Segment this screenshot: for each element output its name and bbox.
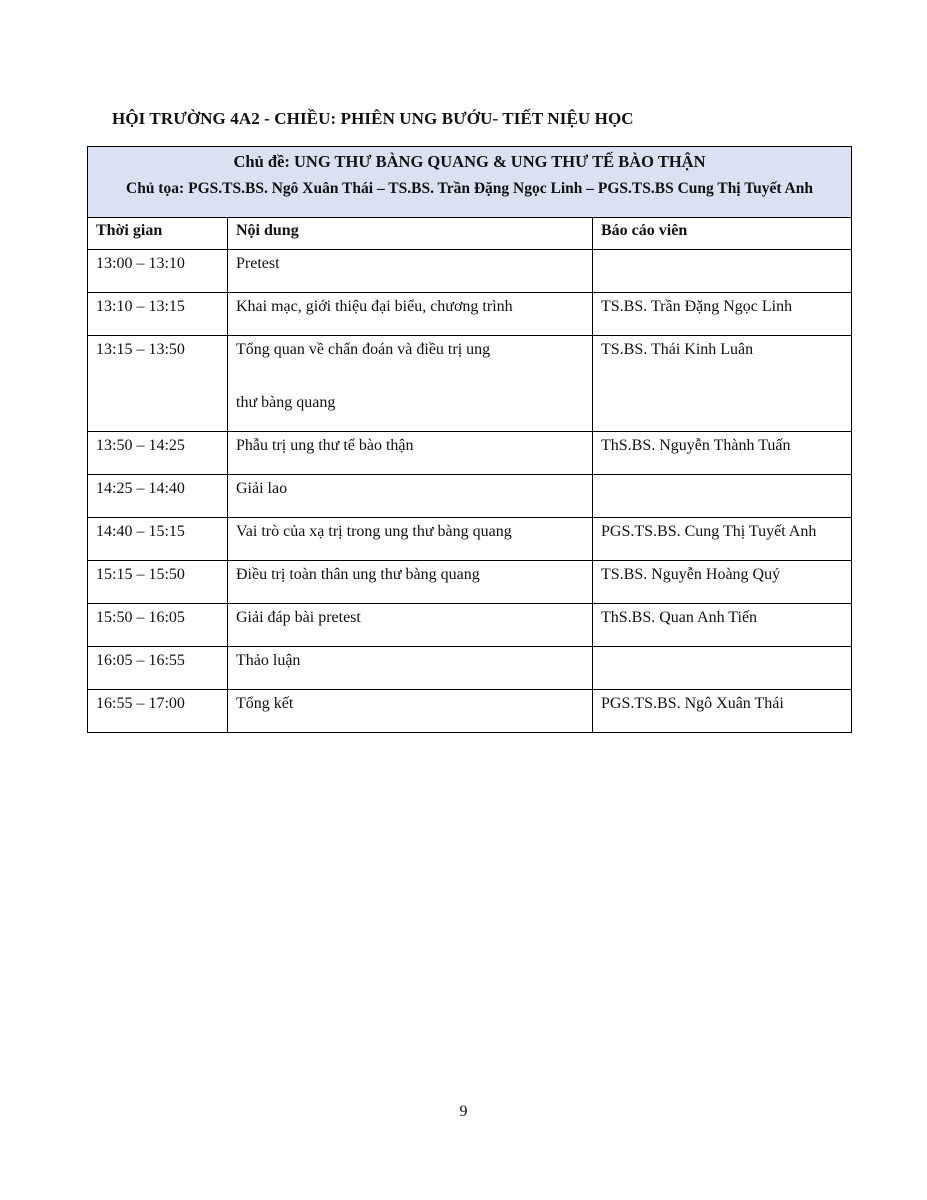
time-cell: 16:55 – 17:00 [88, 690, 228, 733]
content-cell: Pretest [228, 250, 593, 293]
speaker-cell [593, 647, 852, 690]
schedule-table [87, 146, 852, 733]
time-cell: 13:00 – 13:10 [88, 250, 228, 293]
content-cell: Giải lao [228, 475, 593, 518]
content-cell: Phẫu trị ung thư tế bào thận [228, 432, 593, 475]
speaker-cell: ThS.BS. Nguyễn Thành Tuấn [593, 432, 852, 475]
content-cell: Giải đáp bài pretest [228, 604, 593, 647]
chairs-names: PGS.TS.BS. Ngô Xuân Thái – TS.BS. Trần Đặng Ngọc Linh – PGS.TS.BS Cung Thị Tuyết Anh [188, 180, 813, 197]
topic-title: Chủ đề: UNG THƯ BÀNG QUANG & UNG THƯ TẾ BÀO THẬN [233, 152, 706, 171]
time-cell: 13:50 – 14:25 [88, 432, 228, 475]
table-row [88, 647, 852, 690]
table-row [88, 432, 852, 475]
time-cell: 14:40 – 15:15 [88, 518, 228, 561]
column-header-time: Thời gian [88, 218, 228, 250]
speaker-cell: TS.BS. Thái Kinh Luân [593, 336, 852, 432]
speaker-cell: TS.BS. Trần Đặng Ngọc Linh [593, 293, 852, 336]
table-row [88, 293, 852, 336]
content-cell: Vai trò của xạ trị trong ung thư bàng quang [228, 518, 593, 561]
session-heading: HỘI TRƯỜNG 4A2 - CHIỀU: PHIÊN UNG BƯỚU- TIẾT NIỆU HỌC [112, 109, 634, 128]
column-header-row [88, 218, 852, 250]
content-cell: Khai mạc, giới thiệu đại biểu, chương trình [228, 293, 593, 336]
speaker-cell: PGS.TS.BS. Ngô Xuân Thái [593, 690, 852, 733]
content-cell: Điều trị toàn thân ung thư bàng quang [228, 561, 593, 604]
speaker-cell: PGS.TS.BS. Cung Thị Tuyết Anh [593, 518, 852, 561]
content-cell: Tổng kết [228, 690, 593, 733]
content-line: Tổng quan về chẩn đoán và điều trị ung [236, 341, 491, 358]
time-cell: 13:15 – 13:50 [88, 336, 228, 432]
speaker-cell [593, 250, 852, 293]
content-cell [228, 336, 593, 432]
content-line-continued: thư bàng quang [236, 394, 336, 411]
page-number: 9 [459, 1103, 468, 1120]
table-row [88, 561, 852, 604]
table-row [88, 250, 852, 293]
time-cell: 15:15 – 15:50 [88, 561, 228, 604]
table-title-cell [88, 147, 852, 218]
chairs-label: Chủ tọa: [126, 180, 185, 197]
column-header-speaker: Báo cáo viên [593, 218, 852, 250]
table-title-row [88, 147, 852, 218]
chairs-line [88, 178, 851, 200]
content-cell: Thảo luận [228, 647, 593, 690]
speaker-cell: ThS.BS. Quan Anh Tiến [593, 604, 852, 647]
time-cell: 13:10 – 13:15 [88, 293, 228, 336]
table-row [88, 518, 852, 561]
speaker-cell: TS.BS. Nguyễn Hoàng Quý [593, 561, 852, 604]
table-row [88, 475, 852, 518]
time-cell: 15:50 – 16:05 [88, 604, 228, 647]
time-cell: 14:25 – 14:40 [88, 475, 228, 518]
table-row [88, 604, 852, 647]
speaker-cell [593, 475, 852, 518]
table-row [88, 690, 852, 733]
time-cell: 16:05 – 16:55 [88, 647, 228, 690]
column-header-content: Nội dung [228, 218, 593, 250]
table-row [88, 336, 852, 432]
